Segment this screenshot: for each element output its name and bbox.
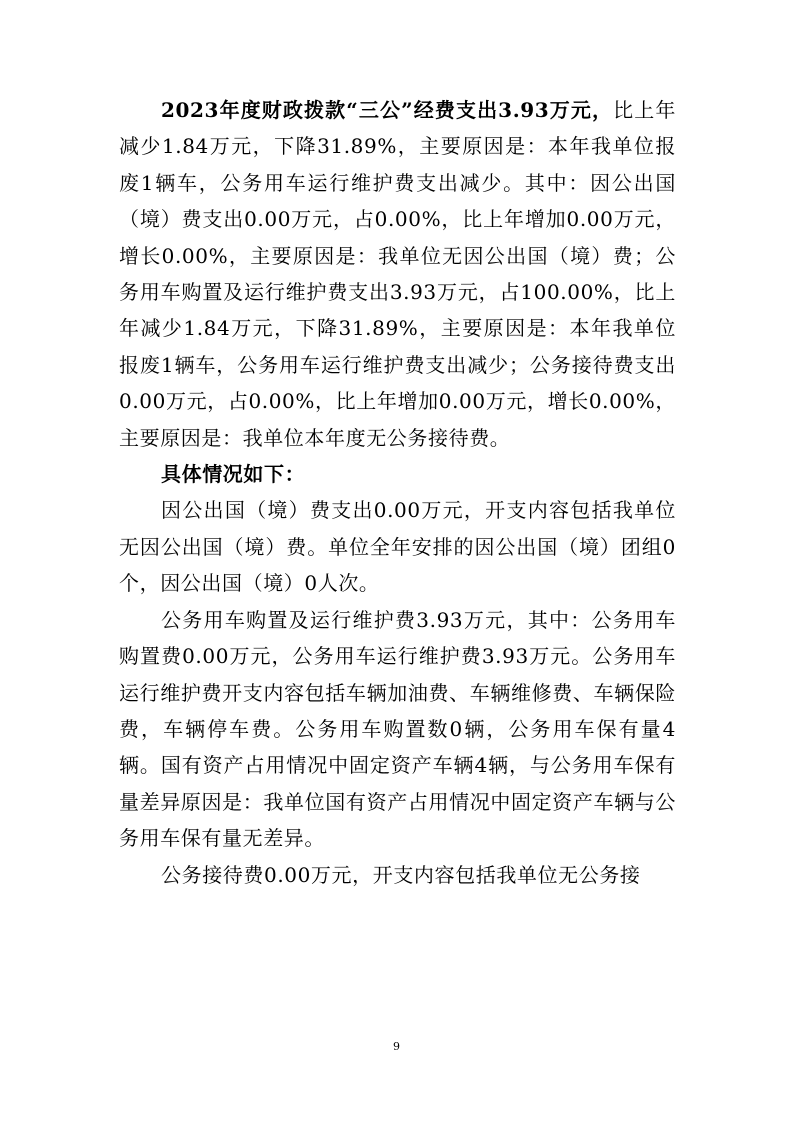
paragraph-sangong-summary: [119, 92, 676, 456]
section-heading: 具体情况如下：: [161, 462, 306, 487]
paragraph-text: 因公出国（境）费支出0.00万元，开支内容包括我单位无因公出国（境）费。单位全年安排的因公出国（境）团组0个，因公出国（境）0人次。: [119, 498, 676, 596]
paragraph-text: 公务接待费0.00万元，开支内容包括我单位无公务接: [161, 862, 641, 887]
paragraph-official-reception: [119, 857, 676, 893]
paragraph-lead-bold: 2023年度财政拨款“三公”经费支出3.93万元，: [161, 98, 614, 122]
paragraph-text: 公务用车购置及运行维护费3.93万元，其中：公务用车购置费0.00万元，公务用车运行维护费3.93万元。公务用车运行维护费开支内容包括车辆加油费、车辆维修费、车辆保险费，车辆停车费。公务用车购置数0辆，公务用车保有量4辆。国有资产占用情况中固定资产车辆4辆，与公务用车保有量差异原因是：我单位国有资产占用情况中固定资产车辆与公务用车保有量无差异。: [119, 607, 676, 851]
paragraph-details-heading: [119, 456, 676, 492]
document-body: [119, 92, 676, 893]
paragraph-text: 比上年减少1.84万元，下降31.89%，主要原因是：本年我单位报废1辆车，公务用车运行维护费支出减少。其中：因公出国（境）费支出0.00万元，占0.00%，比上年增加0.00万元，增长0.00%，主要原因是：我单位无因公出国（境）费；公务用车购置及运行维护费支出3.93万元，占100.00%，比上年减少1.84万元，下降31.89%，主要原因是：本年我单位报废1辆车，公务用车运行维护费支出减少；公务接待费支出0.00万元，占0.00%，比上年增加0.00万元，增长0.00%，主要原因是：我单位本年度无公务接待费。: [119, 98, 676, 450]
paragraph-overseas-travel: [119, 492, 676, 601]
page-number: 9: [393, 1040, 400, 1053]
paragraph-official-vehicles: [119, 602, 676, 857]
